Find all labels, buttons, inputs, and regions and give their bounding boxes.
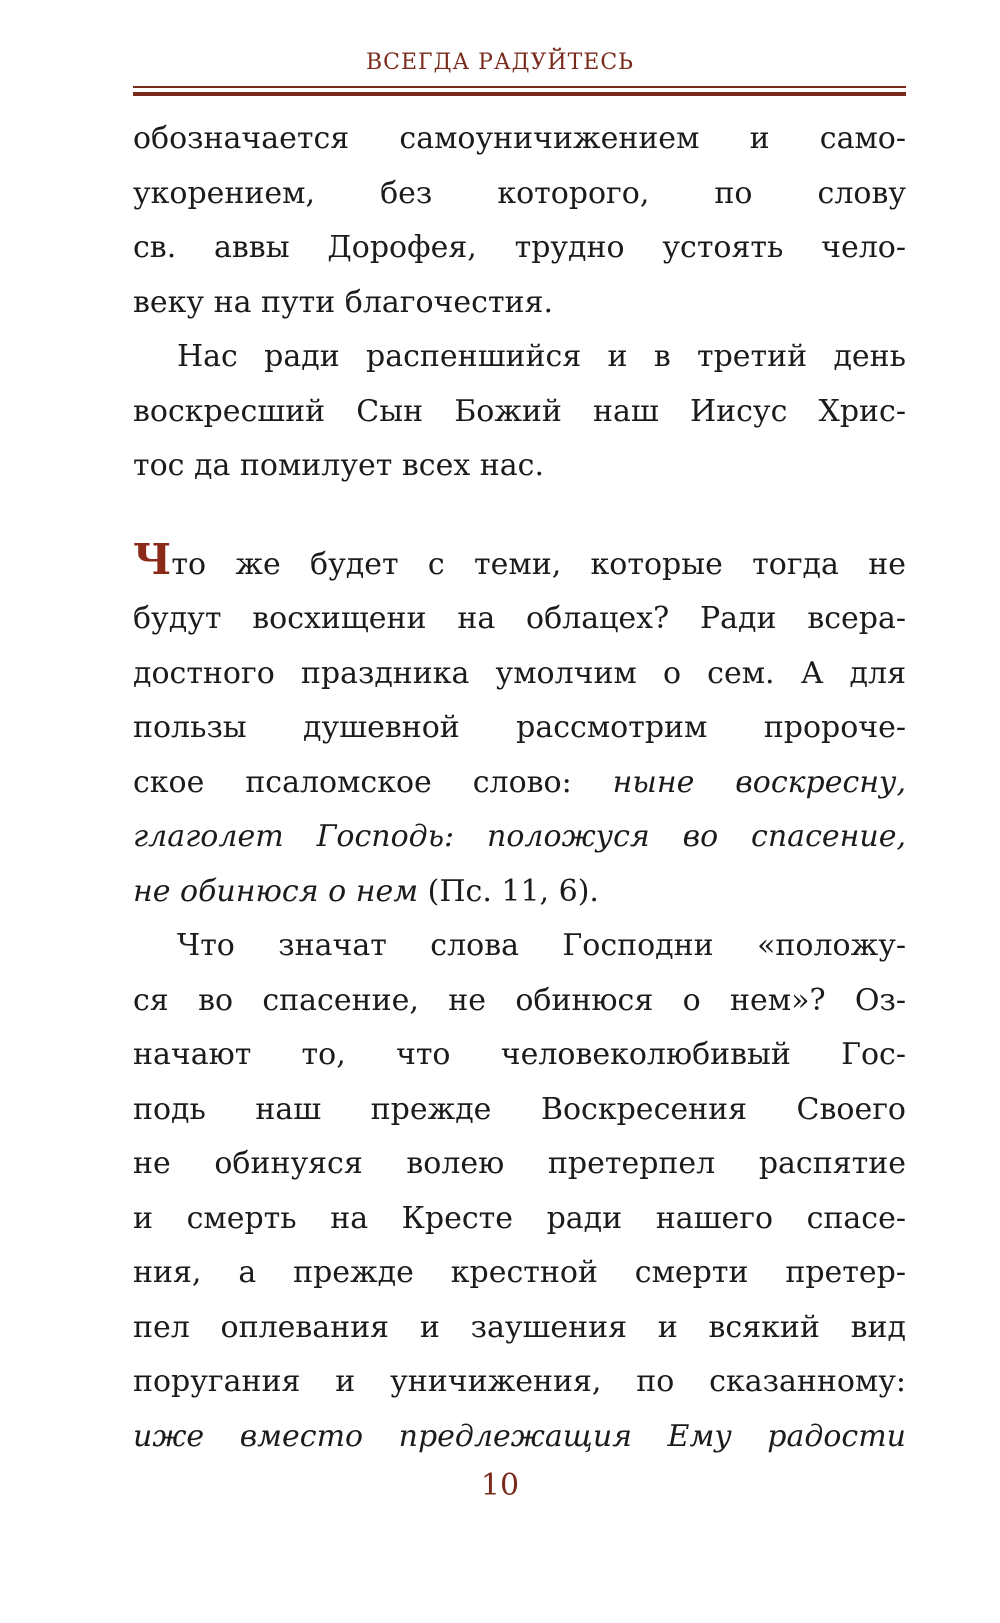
header-rule-thick — [133, 92, 906, 96]
text-line — [133, 756, 906, 811]
quotation-italic: не обинюся о нем — [133, 873, 419, 909]
text-line: воскресший Сын Божий наш Иисус Хрис- — [133, 393, 906, 429]
text-line: и смерть на Кресте ради нашего спасе- — [133, 1200, 906, 1236]
text-line: веку на пути благочестия. — [133, 284, 553, 320]
text-line: пел оплевания и заушения и всякий вид — [133, 1309, 906, 1345]
page-number: 10 — [480, 1468, 520, 1503]
text-line: Нас ради распеншийся и в третий день — [177, 339, 906, 374]
text-line — [133, 810, 906, 865]
section-gap — [133, 494, 906, 538]
text-line: укорением, без которого, по слову — [133, 175, 906, 211]
paragraph-1 — [133, 112, 906, 330]
text-line: достного праздника умолчим о сем. А для — [133, 655, 906, 691]
body-text — [133, 112, 906, 1464]
text-line — [133, 534, 906, 593]
scripture-reference: (Пс. 11, 6). — [418, 873, 599, 909]
paragraph-4 — [133, 919, 906, 1464]
paragraph-3 — [133, 534, 906, 920]
text-line: поругания и уничижения, по сказанному: — [133, 1364, 906, 1399]
text-line: ния, а прежде крестной смерти претер- — [133, 1255, 906, 1290]
text-line: будут восхищени на облацех? Ради всера- — [133, 601, 906, 636]
text-line: св. аввы Дорофея, трудно устоять чело- — [133, 230, 906, 265]
text-line: подь наш прежде Воскресения Своего — [133, 1091, 906, 1127]
text-fragment: ское псаломское слово: — [133, 764, 613, 800]
text-line: не обинуяся волею претерпел распятие — [133, 1146, 906, 1181]
text-line: тос да помилует всех нас. — [133, 448, 544, 483]
quotation-italic: иже вместо предлежащия Ему радости — [133, 1418, 906, 1454]
text-line: Что значат слова Господни «положу- — [177, 928, 906, 963]
text-line — [133, 865, 906, 920]
drop-cap: Ч — [133, 534, 172, 584]
text-line: пользы душевной рассмотрим пророче- — [133, 710, 906, 745]
text-line — [133, 1410, 906, 1465]
text-line: обозначается самоуничижением и само- — [133, 121, 906, 156]
quotation-italic: глаголет Господь: положуся во спасение, — [133, 819, 906, 854]
running-head: ВСЕГДА РАДУЙТЕСЬ — [366, 50, 634, 75]
paragraph-2 — [133, 330, 906, 494]
text-line: ся во спасение, не обинюся о нем»? Оз- — [133, 982, 906, 1018]
header-rule-thin — [133, 86, 906, 88]
quotation-italic: ныне воскресну, — [612, 764, 906, 800]
text-line: начают то, что человеколюбивый Гос- — [133, 1037, 906, 1072]
text-fragment: то же будет с теми, которые тогда не — [171, 546, 906, 582]
